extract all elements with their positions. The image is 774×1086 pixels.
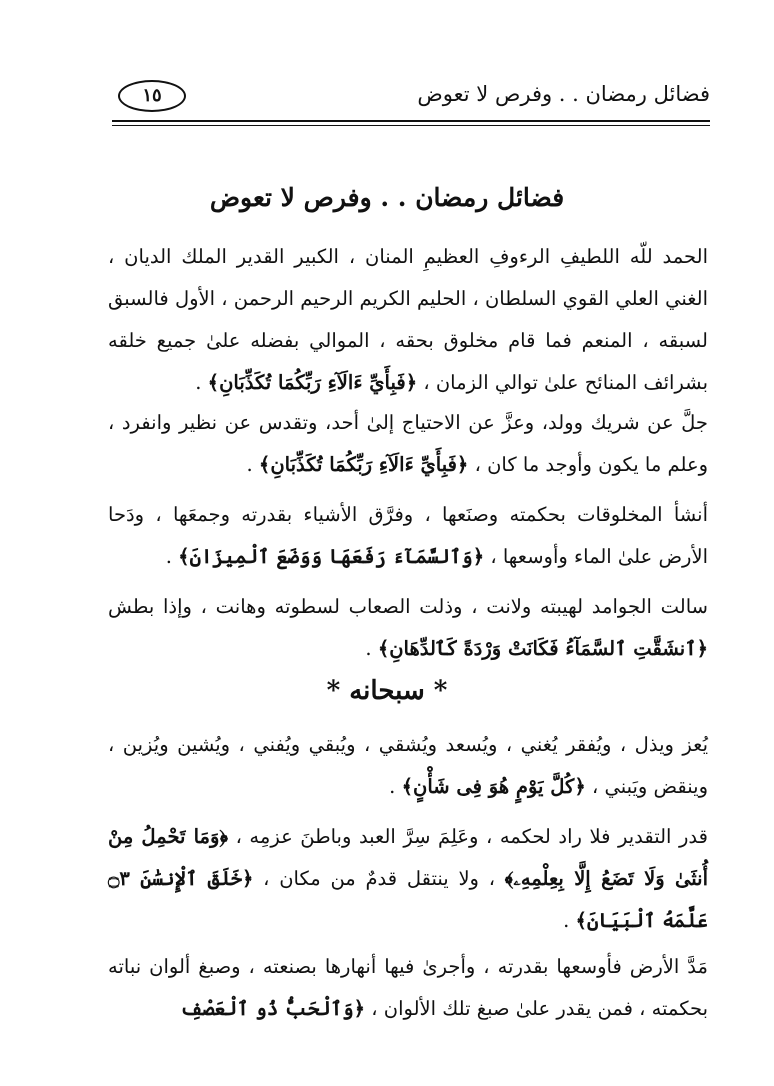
quran-verse: ﴿ٱنشَقَّتِ ٱلسَّمَآءُ فَكَانَتْ وَرْدَةً كَٱلدِّهَانِ﴾ <box>377 637 708 660</box>
header-rule-thick <box>112 120 710 122</box>
paragraph-text: جلَّ عن شريك وولد، وعزَّ عن الاحتياج إلىٰ أحد، وتقدس عن نظير وانفرد ، وعلم ما يكون وأوجد ما كان ، <box>108 411 708 476</box>
paragraph-4 <box>108 586 708 670</box>
paragraph-end: . <box>563 909 570 932</box>
paragraph-end: . <box>165 545 172 568</box>
paragraph-text-continued: ، ولا ينتقل قدمٌ من مكان ، <box>263 867 496 890</box>
paragraph-text: الحمد للّه اللطيفِ الرءوفِ العظيمِ المنان ، الكبير القدير الملك الديان ، الغني العلي القوي السلطان ، الحليم الكريم الرحيم الرحمن ، الأول فالسبق لسبقه ، المنعم فما قام مخلوق بحقه ، الموالي بفضله علىٰ جميع خلقه بشرائف المنائح علىٰ توالي الزمان ، <box>108 245 708 394</box>
paragraph-3 <box>108 494 708 578</box>
paragraph-end: . <box>389 775 396 798</box>
paragraph-end: . <box>195 371 202 394</box>
section-heading: * سبحانه * <box>326 676 448 706</box>
quran-verse: ﴿كُلَّ يَوْمٍ هُوَ فِى شَأْنٍ﴾ <box>401 775 586 798</box>
running-title: فضائل رمضان . . وفرص لا تعوض <box>417 82 710 106</box>
paragraph-end: . <box>365 637 372 660</box>
paragraph-text: أنشأ المخلوقات بحكمته وصنَعها ، وفرَّق الأشياء بقدرته وجمعَها ، ودَحا الأرض علىٰ الماء وأوسعها ، <box>108 503 708 568</box>
paragraph-text: يُعز ويذل ، ويُفقر يُغني ، ويُسعد ويُشقي ، ويُبقي ويُفني ، ويُشين ويُزين ، وينقض ويَبني ، <box>108 733 708 798</box>
paragraph-2 <box>108 402 708 486</box>
page-header <box>110 78 710 120</box>
paragraph-end: . <box>246 453 253 476</box>
header-rule-thin <box>112 125 710 126</box>
paragraph-1 <box>108 236 708 404</box>
quran-verse: ﴿فَبِأَيِّ ءَالَآءِ رَبِّكُمَا تُكَذِّبَانِ﴾ <box>207 371 418 394</box>
chapter-title: فضائل رمضان . . وفرص لا تعوض <box>209 183 565 212</box>
quran-verse: ﴿وَٱلسَّمَآءَ رَفَعَهَا وَوَضَعَ ٱلْمِيزَانَ﴾ <box>178 545 485 568</box>
quran-verse-2: ﴿خَلَقَ ٱلْإِنسَٰنَ ۝٣ عَلَّمَهُ ٱلْبَيَانَ﴾ <box>108 867 708 932</box>
quran-verse: ﴿فَبِأَيِّ ءَالَآءِ رَبِّكُمَا تُكَذِّبَانِ﴾ <box>258 453 469 476</box>
paragraph-7 <box>108 946 708 1030</box>
quran-verse: ﴿وَٱلْحَبُّ ذُو ٱلْعَصْفِ <box>180 997 366 1020</box>
paragraph-text: سالت الجوامد لهيبته ولانت ، وذلت الصعاب لسطوته وهانت ، وإذا بطش <box>108 595 708 618</box>
paragraph-5 <box>108 724 708 808</box>
paragraph-text: مَدَّ الأرض فأوسعها بقدرته ، وأجرىٰ فيها أنهارها بصنعته ، وصبغ ألوان نباته بحكمته ، فمن يقدر علىٰ صبغ تلك الألوان ، <box>108 955 708 1020</box>
paragraph-6 <box>108 816 708 942</box>
quran-verse: ﴿وَمَا تَحْمِلُ مِنْ أُنثَىٰ وَلَا تَضَعُ إِلَّا بِعِلْمِهِۦ﴾ <box>108 825 708 890</box>
page-number-badge: ١٥ <box>118 80 186 112</box>
paragraph-text: قدر التقدير فلا راد لحكمه ، وعَلِمَ سِرَّ العبد وباطنَ عزمِه ، <box>235 825 708 848</box>
